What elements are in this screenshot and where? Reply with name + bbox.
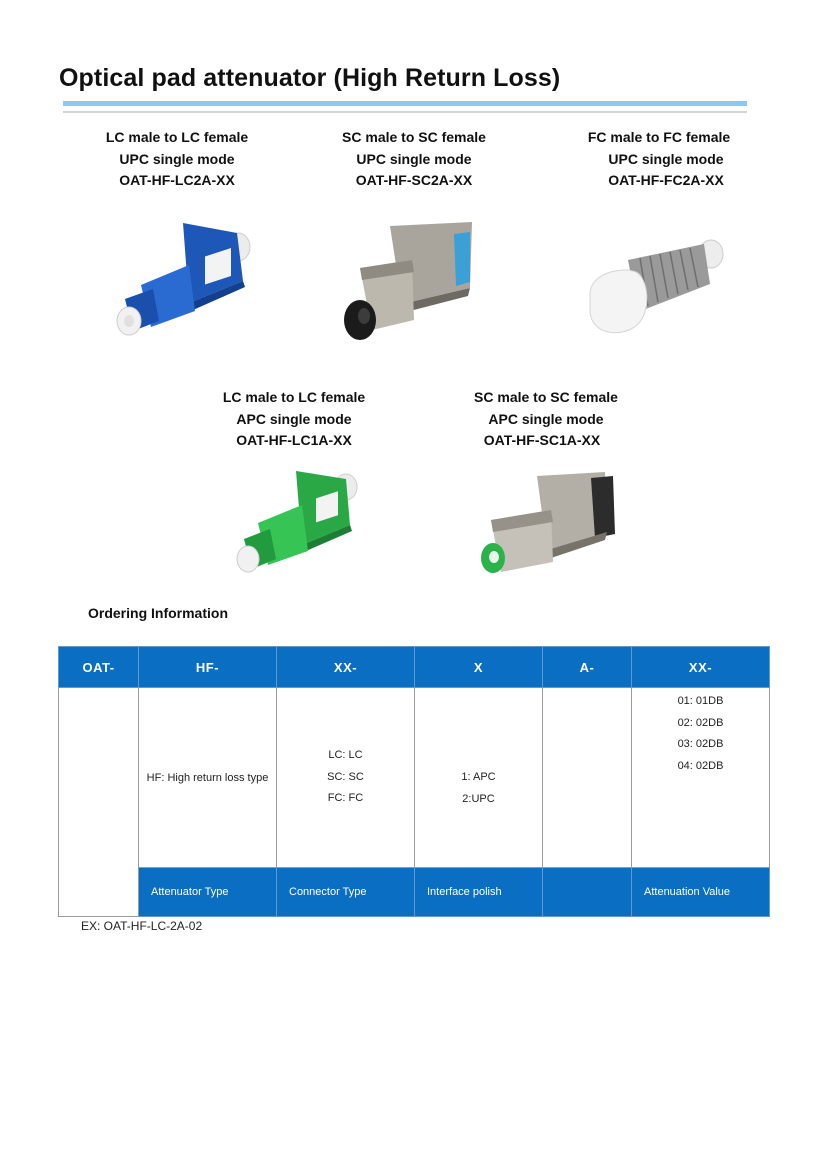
footer-cell: Interface polish xyxy=(415,868,543,917)
example-code: EX: OAT-HF-LC-2A-02 xyxy=(81,919,203,933)
ordering-table xyxy=(58,646,770,917)
product-caption-sc-upc xyxy=(294,127,534,192)
product-name: SC male to SC female xyxy=(474,389,618,405)
product-mode: UPC single mode xyxy=(356,150,472,167)
product-code: OAT-HF-LC1A-XX xyxy=(236,432,352,448)
connector-cell xyxy=(277,688,415,868)
product-name: SC male to SC female xyxy=(342,129,486,145)
product-code: OAT-HF-LC2A-XX xyxy=(119,172,235,188)
table-header-row xyxy=(59,647,770,688)
header-cell: XX- xyxy=(632,647,770,688)
connector-option: SC: SC xyxy=(327,770,364,783)
attenuation-option: 02: 02DB xyxy=(677,716,724,729)
sc-apc-attenuator-image xyxy=(475,462,625,582)
lc-upc-attenuator-image xyxy=(105,215,255,345)
product-caption-lc-apc xyxy=(174,387,414,452)
product-mode: UPC single mode xyxy=(119,150,235,167)
polish-option: 1: APC xyxy=(461,771,496,783)
hf-description-cell xyxy=(139,688,277,868)
sc-upc-attenuator-image xyxy=(330,212,485,347)
header-cell: X xyxy=(415,647,543,688)
product-code: OAT-HF-SC2A-XX xyxy=(355,172,473,188)
product-name: FC male to FC female xyxy=(587,129,731,145)
product-caption-sc-apc xyxy=(426,387,666,452)
connector-option: LC: LC xyxy=(328,749,363,762)
product-name: LC male to LC female xyxy=(222,389,366,405)
product-mode: UPC single mode xyxy=(608,150,724,167)
product-name: LC male to LC female xyxy=(105,129,249,145)
page-title: Optical pad attenuator (High Return Loss) xyxy=(59,64,561,92)
header-cell: A- xyxy=(543,647,632,688)
title-underline-blue xyxy=(63,101,747,106)
attenuation-option: 04: 02DB xyxy=(677,759,724,772)
fc-upc-attenuator-image xyxy=(580,232,730,347)
connector-option: FC: FC xyxy=(327,792,364,805)
product-mode: APC single mode xyxy=(488,410,604,427)
header-cell: OAT- xyxy=(59,647,139,688)
product-caption-lc-upc xyxy=(57,127,297,192)
footer-cell: Attenuator Type xyxy=(139,868,277,917)
product-code: OAT-HF-SC1A-XX xyxy=(483,432,601,448)
attenuation-cell xyxy=(632,688,770,868)
product-mode: APC single mode xyxy=(236,410,352,427)
attenuation-option: 01: 01DB xyxy=(677,695,724,707)
empty-cell xyxy=(59,688,139,868)
product-caption-fc-upc xyxy=(539,127,779,192)
footer-cell xyxy=(543,868,632,917)
footer-cell: Attenuation Value xyxy=(632,868,770,917)
empty-cell xyxy=(59,868,139,917)
footer-cell: Connector Type xyxy=(277,868,415,917)
polish-option: 2:UPC xyxy=(462,792,495,805)
header-cell: XX- xyxy=(277,647,415,688)
attenuation-option: 03: 02DB xyxy=(677,738,724,750)
product-code: OAT-HF-FC2A-XX xyxy=(608,172,724,188)
hf-description: HF: High return loss type xyxy=(146,771,269,784)
polish-cell xyxy=(415,688,543,868)
table-row xyxy=(59,688,770,868)
empty-cell xyxy=(543,688,632,868)
title-underline-grey xyxy=(63,111,747,113)
header-cell: HF- xyxy=(139,647,277,688)
lc-apc-attenuator-image xyxy=(228,465,368,580)
table-footer-row xyxy=(59,868,770,917)
ordering-heading: Ordering Information xyxy=(88,605,228,621)
